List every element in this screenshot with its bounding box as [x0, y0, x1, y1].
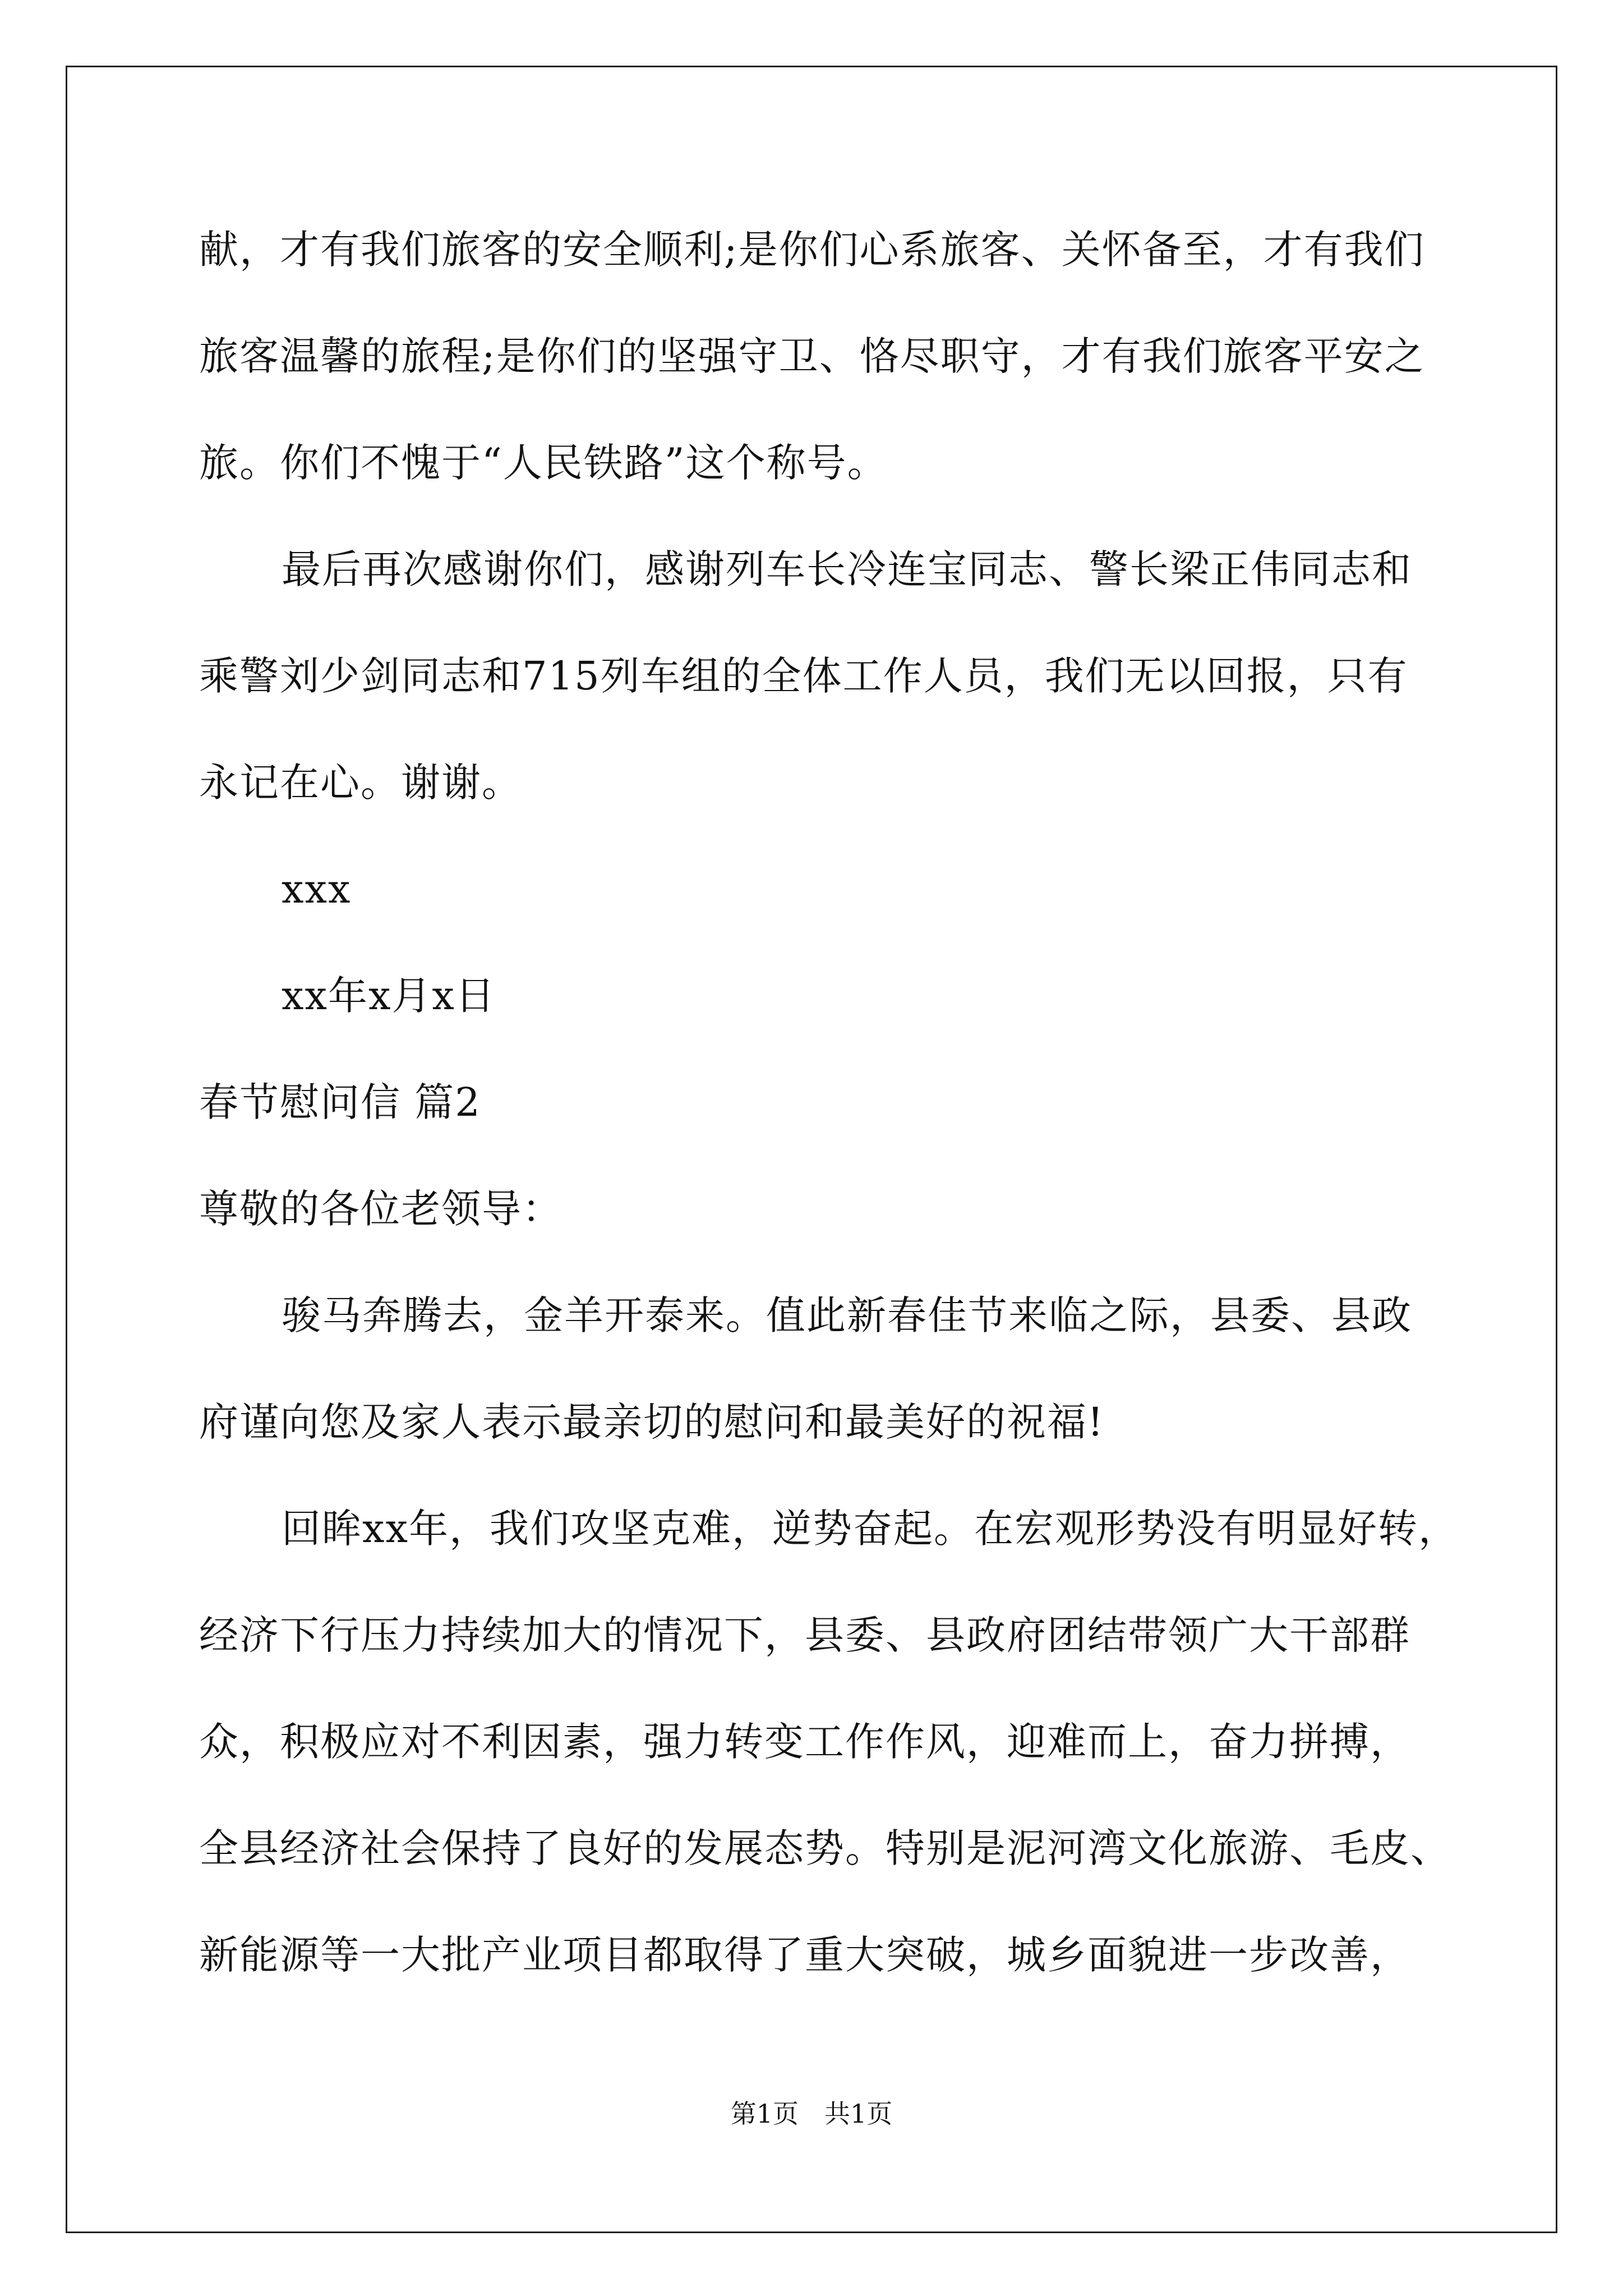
body-line-7: 骏马奔腾去，金羊开泰来。值此新春佳节来临之际，县委、县政: [282, 1292, 1412, 1338]
body-line-10: 经济下行压力持续加大的情况下，县委、县政府团结带领广大干部群: [199, 1612, 1410, 1658]
body-line-11: 众，积极应对不利因素，强力转变工作作风，迎难而上，奋力拼搏，: [199, 1719, 1410, 1765]
page-border: [66, 66, 1557, 2233]
body-line-6: 永记在心。谢谢。: [199, 760, 522, 806]
body-line-4: 最后再次感谢你们，感谢列车长冷连宝同志、警长梁正伟同志和: [282, 546, 1412, 592]
body-line-9: 回眸xx年，我们攻坚克难，逆势奋起。在宏观形势没有明显好转，: [282, 1506, 1459, 1552]
section-heading: 春节慰问信 篇2: [199, 1079, 481, 1125]
signature-name: xxx: [282, 866, 352, 912]
body-line-5: 乘警刘少剑同志和715列车组的全体工作人员，我们无以回报，只有: [199, 653, 1408, 699]
body-line-8: 府谨向您及家人表示最亲切的慰问和最美好的祝福!: [199, 1399, 1105, 1445]
body-line-2: 旅客温馨的旅程;是你们的坚强守卫、恪尽职守，才有我们旅客平安之: [199, 333, 1425, 379]
body-line-13: 新能源等一大批产业项目都取得了重大突破，城乡面貌进一步改善，: [199, 1932, 1410, 1978]
body-line-12: 全县经济社会保持了良好的发展态势。特别是泥河湾文化旅游、毛皮、: [199, 1825, 1451, 1871]
body-line-3: 旅。你们不愧于“人民铁路”这个称号。: [199, 440, 888, 486]
signature-date: xx年x月x日: [282, 973, 496, 1019]
body-line-1: 献，才有我们旅客的安全顺利;是你们心系旅客、关怀备至，才有我们: [199, 227, 1425, 273]
page-number-footer: 第1页 共1页: [730, 2099, 893, 2129]
salutation: 尊敬的各位老领导：: [199, 1186, 562, 1232]
